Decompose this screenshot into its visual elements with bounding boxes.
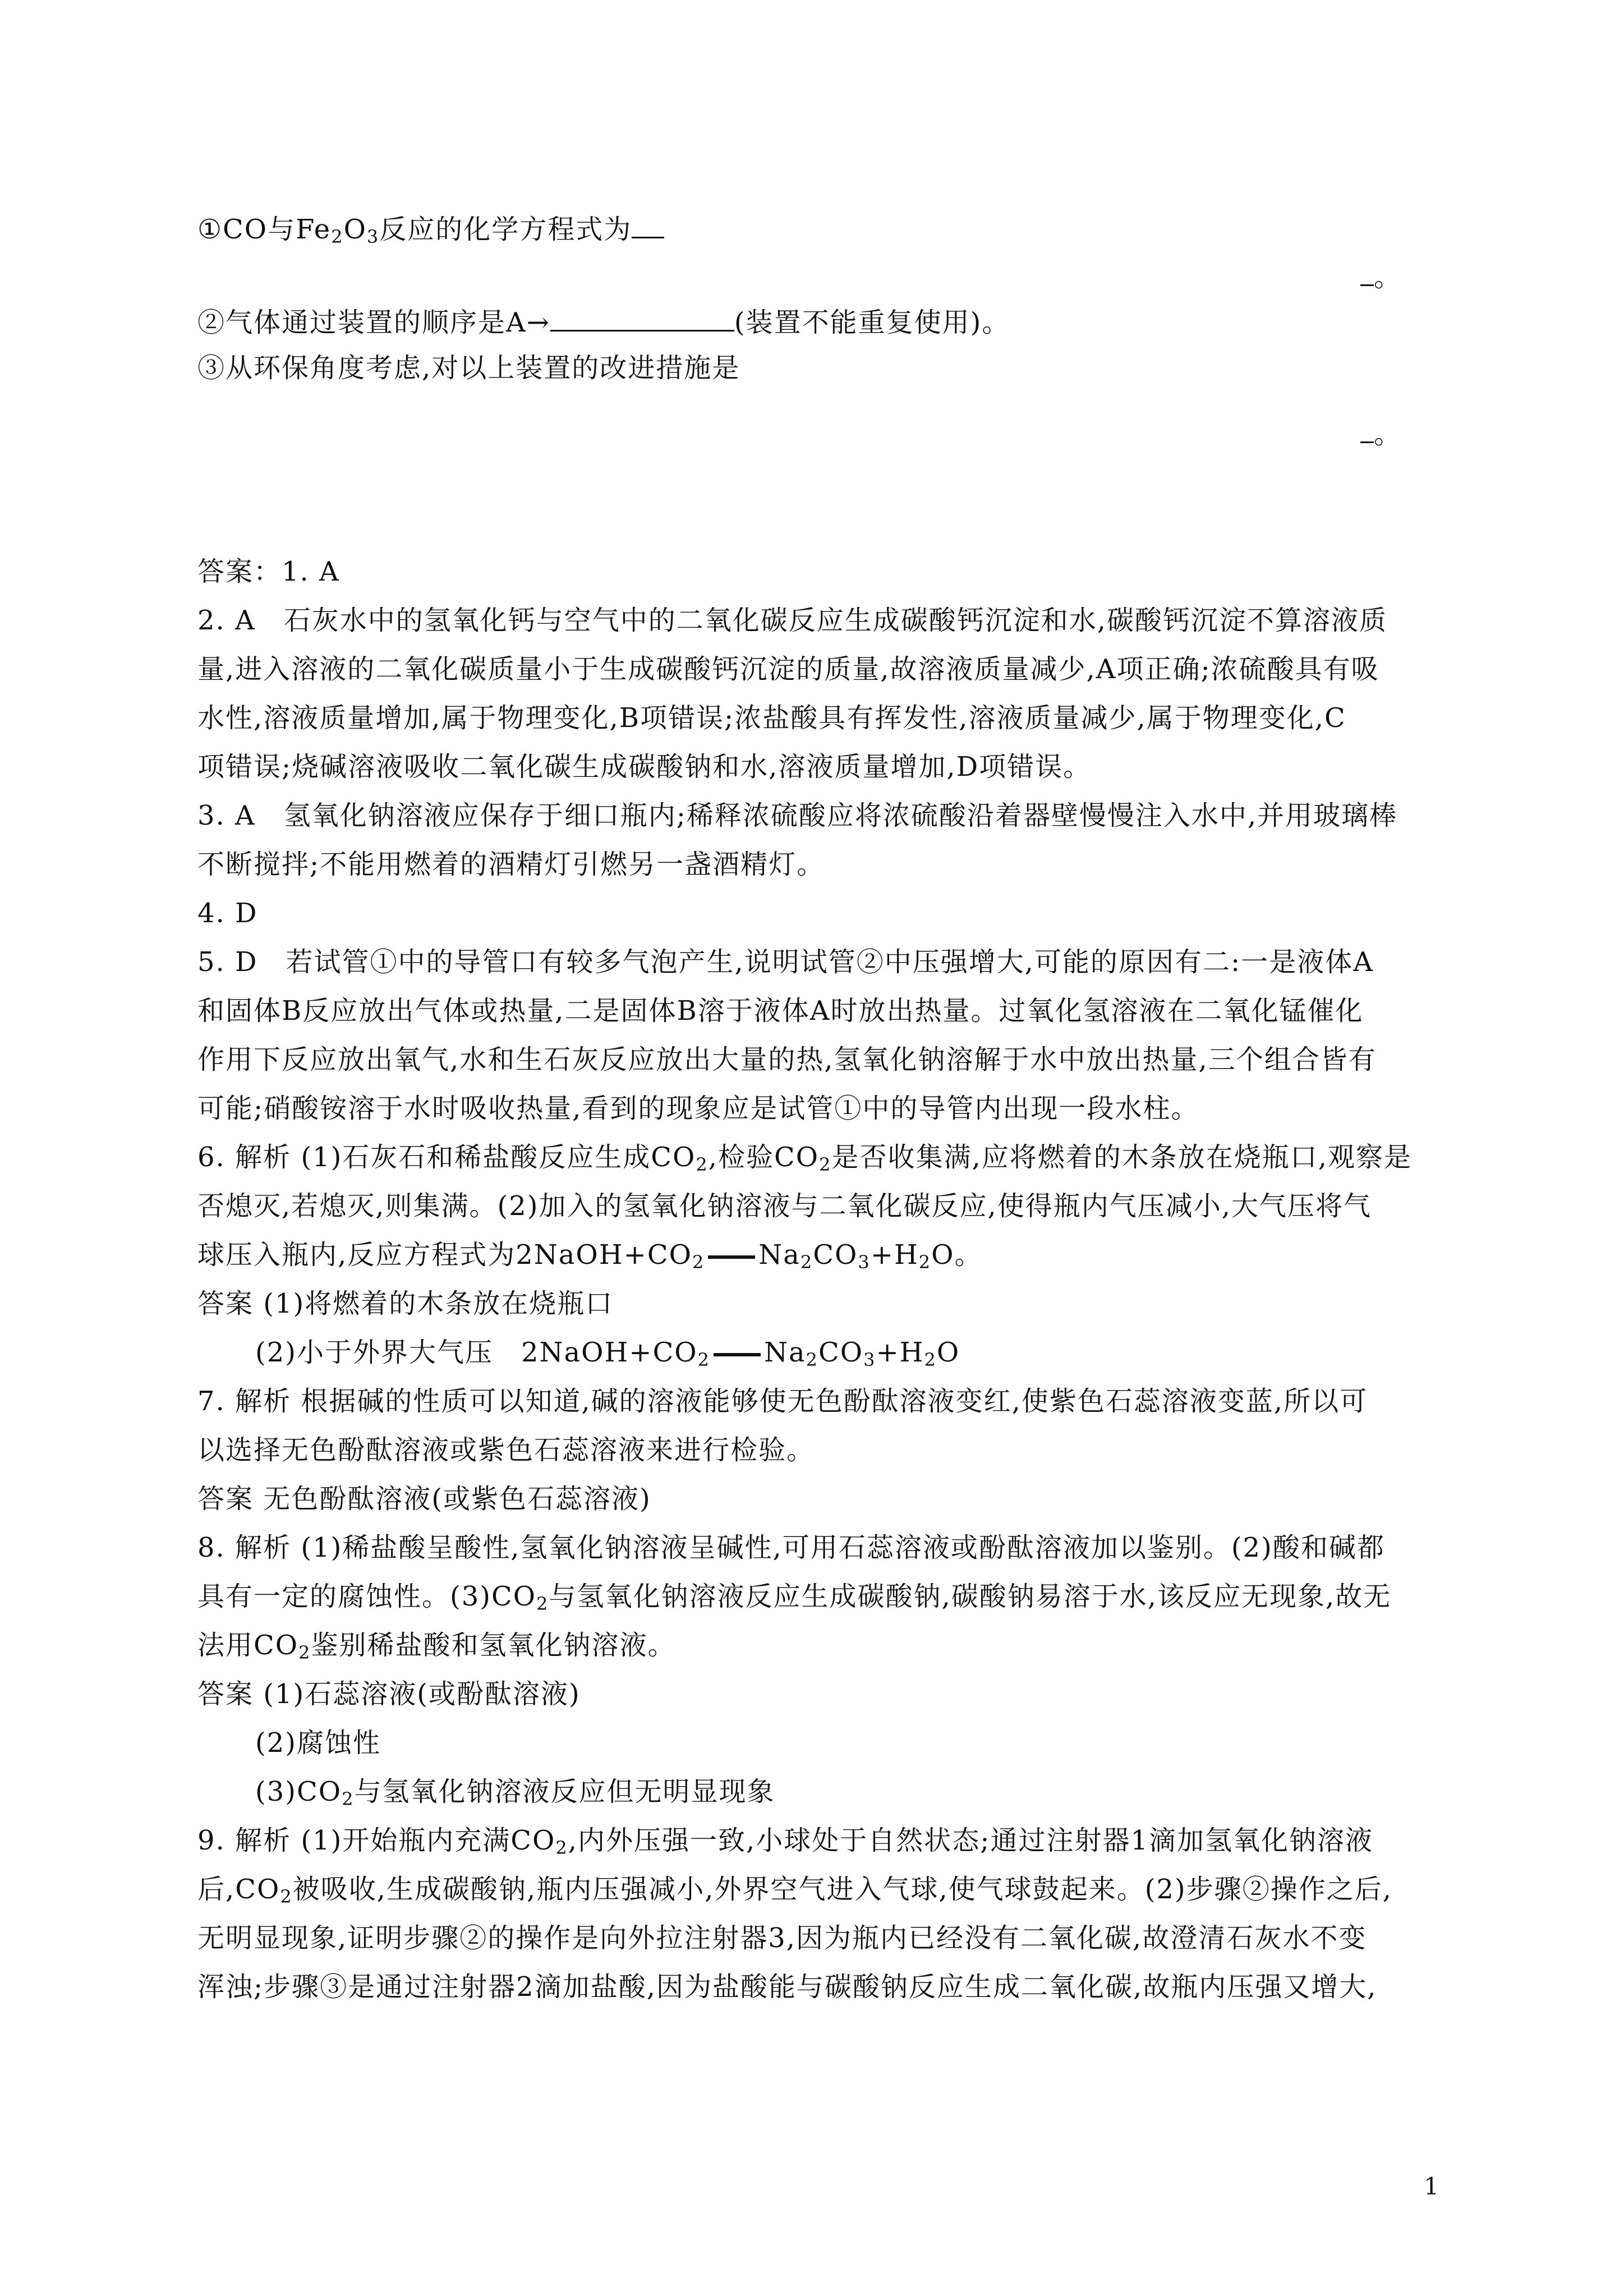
question-3-end: 。 — [1360, 412, 1401, 450]
answer-5-line: 和固体B反应放出气体或热量,二是固体B溶于液体A时放出热量。过氧化氢溶液在二氧化锰催化 — [197, 995, 1364, 1027]
answer-blank[interactable] — [1360, 255, 1374, 286]
answer-4: 4. D — [197, 898, 258, 929]
answer-2-line: 量,进入溶液的二氧化碳质量小于生成碳酸钙沉淀的质量,故溶液质量减少,A项正确;浓硫酸具有吸 — [197, 654, 1379, 685]
answer-6-line: 6. 解析 (1)石灰石和稀盐酸反应生成$CO_2$,检验$CO_2$是否收集满,应将燃着的木条放在烧瓶口,观察是 — [197, 1142, 1412, 1175]
answer-blank[interactable] — [632, 208, 664, 238]
answer-8-line: 具有一定的腐蚀性。$(3)CO_2$与氢氧化钠溶液反应生成碳酸钠,碳酸钠易溶于水,该反应无现象,故无 — [197, 1581, 1392, 1614]
equals-sign — [708, 1255, 755, 1259]
answer-3-line: 3. A 氢氧化钠溶液应保存于细口瓶内;稀释浓硫酸应将浓硫酸沿着器壁慢慢注入水中,并用玻璃棒 — [197, 800, 1398, 831]
answer-8-key: $(3)CO_2$与氢氧化钠溶液反应但无明显现象 — [255, 1776, 775, 1810]
answer-2-line: 项错误;烧碱溶液吸收二氧化碳生成碳酸钠和水,溶液质量增加,D项错误。 — [197, 751, 1092, 783]
answer-3-line: 不断搅拌;不能用燃着的酒精灯引燃另一盏酒精灯。 — [197, 849, 825, 880]
answer-blank[interactable] — [1360, 412, 1374, 443]
answer-6-line: 球压入瓶内,反应方程式为$2NaOH+CO_2$ $Na_2CO_3+H_2O$。 — [197, 1239, 983, 1273]
answer-8-line: 8. 解析 (1)稀盐酸呈酸性,氢氧化钠溶液呈碱性,可用石蕊溶液或酚酞溶液加以鉴别。(2)酸和碱都 — [197, 1532, 1385, 1563]
page-number: 1 — [1424, 2173, 1439, 2200]
question-1-line: ①CO与$Fe_2O_3$反应的化学方程式为 — [197, 208, 664, 246]
answer-8-key: (2)腐蚀性 — [255, 1727, 381, 1759]
answer-2-line: 水性,溶液质量增加,属于物理变化,B项错误;浓盐酸具有挥发性,溶液质量减少,属于物理变化,C — [197, 702, 1346, 734]
answer-1: 答案：1. A — [197, 556, 340, 587]
answer-9-line: 后$,CO_2$被吸收,生成碳酸钠,瓶内压强减小,外界空气进入气球,使气球鼓起来。(2)步骤②操作之后, — [197, 1874, 1392, 1907]
question-3-line: ③从环保角度考虑,对以上装置的改进措施是 — [197, 352, 740, 384]
answer-9-line: 无明显现象,证明步骤②的操作是向外拉注射器3,因为瓶内已经没有二氧化碳,故澄清石灰水不变 — [197, 1922, 1367, 1954]
answer-blank[interactable] — [550, 301, 734, 332]
answer-6-key: 答案 (1)将燃着的木条放在烧瓶口 — [197, 1288, 614, 1319]
equals-sign — [714, 1353, 761, 1356]
answer-5-line: 5. D 若试管①中的导管口有较多气泡产生,说明试管②中压强增大,可能的原因有二:一是液体A — [197, 946, 1374, 978]
answer-5-line: 作用下反应放出氧气,水和生石灰反应放出大量的热,氢氧化钠溶解于水中放出热量,三个组合皆有 — [197, 1044, 1377, 1075]
answer-9-line: 浑浊;步骤③是通过注射器2滴加盐酸,因为盐酸能与碳酸钠反应生成二氧化碳,故瓶内压强又增大, — [197, 1971, 1377, 2003]
answer-7-line: 以选择无色酚酞溶液或紫色石蕊溶液来进行检验。 — [197, 1434, 815, 1466]
answer-5-line: 可能;硝酸铵溶于水时吸收热量,看到的现象应是试管①中的导管内出现一段水柱。 — [197, 1093, 1199, 1124]
answer-6-key: (2)小于外界大气压 $2NaOH+CO_2$ $Na_2CO_3+H_2O$ — [255, 1337, 960, 1370]
question-2-line: ②气体通过装置的顺序是A→ (装置不能重复使用)。 — [197, 301, 1010, 339]
answer-2-line: 2. A 石灰水中的氢氧化钙与空气中的二氧化碳反应生成碳酸钙沉淀和水,碳酸钙沉淀不算溶液质 — [197, 605, 1387, 636]
answer-8-line: 法用$CO_2$鉴别稀盐酸和氢氧化钠溶液。 — [197, 1630, 676, 1663]
answer-6-line: 否熄灭,若熄灭,则集满。(2)加入的氢氧化钠溶液与二氧化碳反应,使得瓶内气压减小,大气压将气 — [197, 1190, 1372, 1222]
answer-8-key: 答案 (1)石蕊溶液(或酚酞溶液) — [197, 1678, 581, 1710]
answer-7-key: 答案 无色酚酞溶液(或紫色石蕊溶液) — [197, 1483, 651, 1515]
answer-9-line: 9. 解析 (1)开始瓶内充满$CO_2$,内外压强一致,小球处于自然状态;通过注射器1滴加氢氧化钠溶液 — [197, 1825, 1373, 1858]
question-1-end: 。 — [1360, 255, 1401, 293]
answer-7-line: 7. 解析 根据碱的性质可以知道,碱的溶液能够使无色酚酞溶液变红,使紫色石蕊溶液变蓝,所以可 — [197, 1386, 1368, 1417]
